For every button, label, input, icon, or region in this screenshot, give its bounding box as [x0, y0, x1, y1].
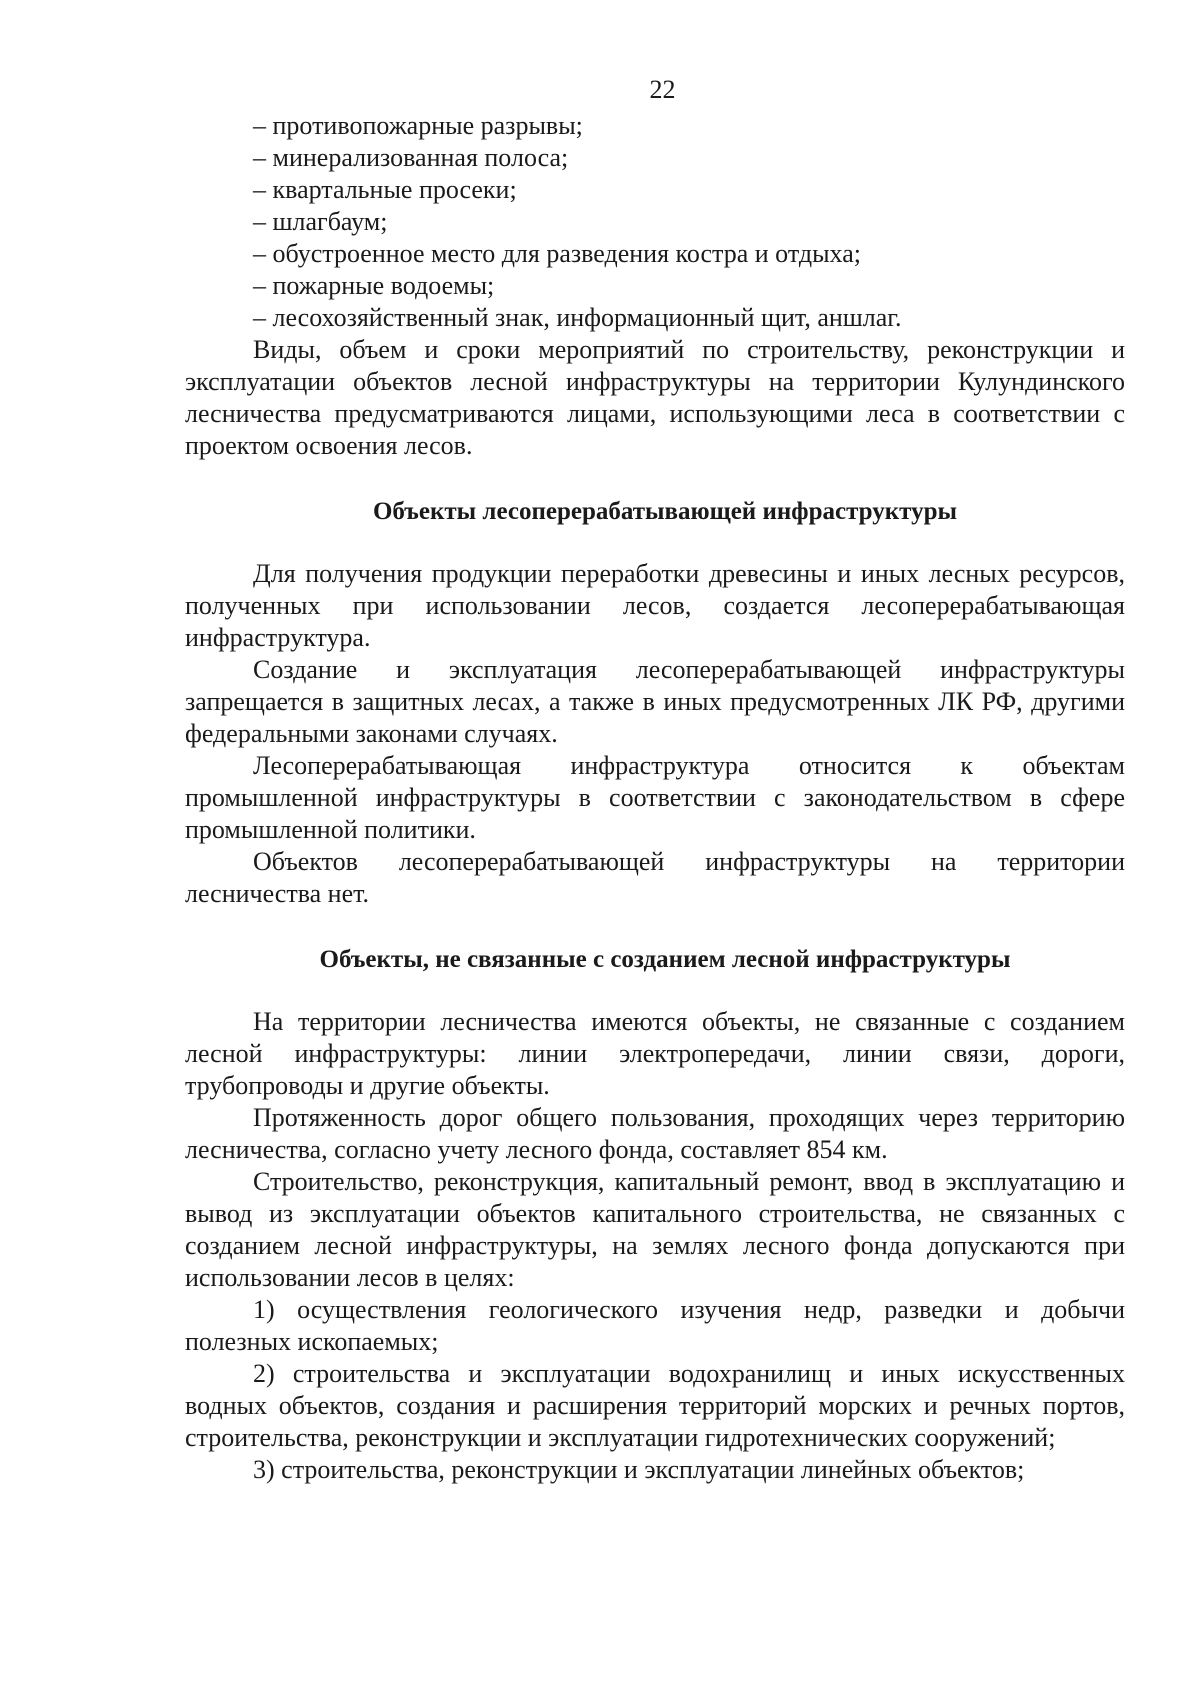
- document-page: [185, 70, 1125, 1486]
- paragraph: Создание и эксплуатация лесоперерабатывающей инфраструктуры запрещается в защитных лесах, а также в иных предусмотренных ЛК РФ, другими федеральными законами случаях.: [185, 655, 1125, 748]
- numbered-item: 3) строительства, реконструкции и эксплуатации линейных объектов;: [253, 1455, 1025, 1484]
- paragraph: Строительство, реконструкция, капитальный ремонт, ввод в эксплуатацию и вывод из эксплуатации объектов капитального строительства, не связанных с созданием лесной инфраструктуры, на землях лесного фонда допускаются при использовании лесов в целях:: [185, 1167, 1125, 1292]
- list-item: – лесохозяйственный знак, информационный щит, аншлаг.: [253, 303, 902, 332]
- paragraph: На территории лесничества имеются объекты, не связанные с созданием лесной инфраструктуры: линии электропередачи, линии связи, дороги, трубопроводы и другие объекты.: [185, 1007, 1125, 1100]
- list-item: – шлагбаум;: [253, 207, 388, 236]
- list-item: – пожарные водоемы;: [253, 271, 495, 300]
- section-non-forest-objects: [185, 1006, 1125, 1486]
- list-item: – квартальные просеки;: [253, 175, 517, 204]
- paragraph: Протяженность дорог общего пользования, проходящих через территорию лесничества, согласно учету лесного фонда, составляет 854 км.: [185, 1103, 1125, 1164]
- intro-paragraph: Виды, объем и сроки мероприятий по строительству, реконструкции и эксплуатации объектов лесной инфраструктуры на территории Кулундинского лесничества предусматриваются лицами, использующими леса в соответствии с проектом освоения лесов.: [185, 335, 1125, 460]
- list-item: – противопожарные разрывы;: [253, 111, 583, 140]
- list-item: – обустроенное место для разведения костра и отдыха;: [253, 239, 861, 268]
- numbered-item: 1) осуществления геологического изучения недр, разведки и добычи полезных ископаемых;: [185, 1295, 1125, 1356]
- section-heading-wood-processing: Объекты лесоперерабатывающей инфраструктуры: [372, 498, 958, 525]
- page-number: 22: [649, 75, 676, 104]
- measures-list: [185, 110, 1125, 334]
- numbered-item: 2) строительства и эксплуатации водохранилищ и иных искусственных водных объектов, создания и расширения территорий морских и речных портов, строительства, реконструкции и эксплуатации гидротехнических сооружений;: [185, 1359, 1125, 1452]
- paragraph: Для получения продукции переработки древесины и иных лесных ресурсов, полученных при использовании лесов, создается лесоперерабатывающая инфраструктура.: [185, 559, 1125, 652]
- list-item: – минерализованная полоса;: [253, 143, 569, 172]
- paragraph: Объектов лесоперерабатывающей инфраструктуры на территории лесничества нет.: [185, 847, 1125, 908]
- section-heading-non-forest-objects: Объекты, не связанные с созданием лесной инфраструктуры: [319, 946, 1011, 973]
- section-wood-processing: [185, 558, 1125, 910]
- paragraph: Лесоперерабатывающая инфраструктура относится к объектам промышленной инфраструктуры в соответствии с законодательством в сфере промышленной политики.: [185, 751, 1125, 844]
